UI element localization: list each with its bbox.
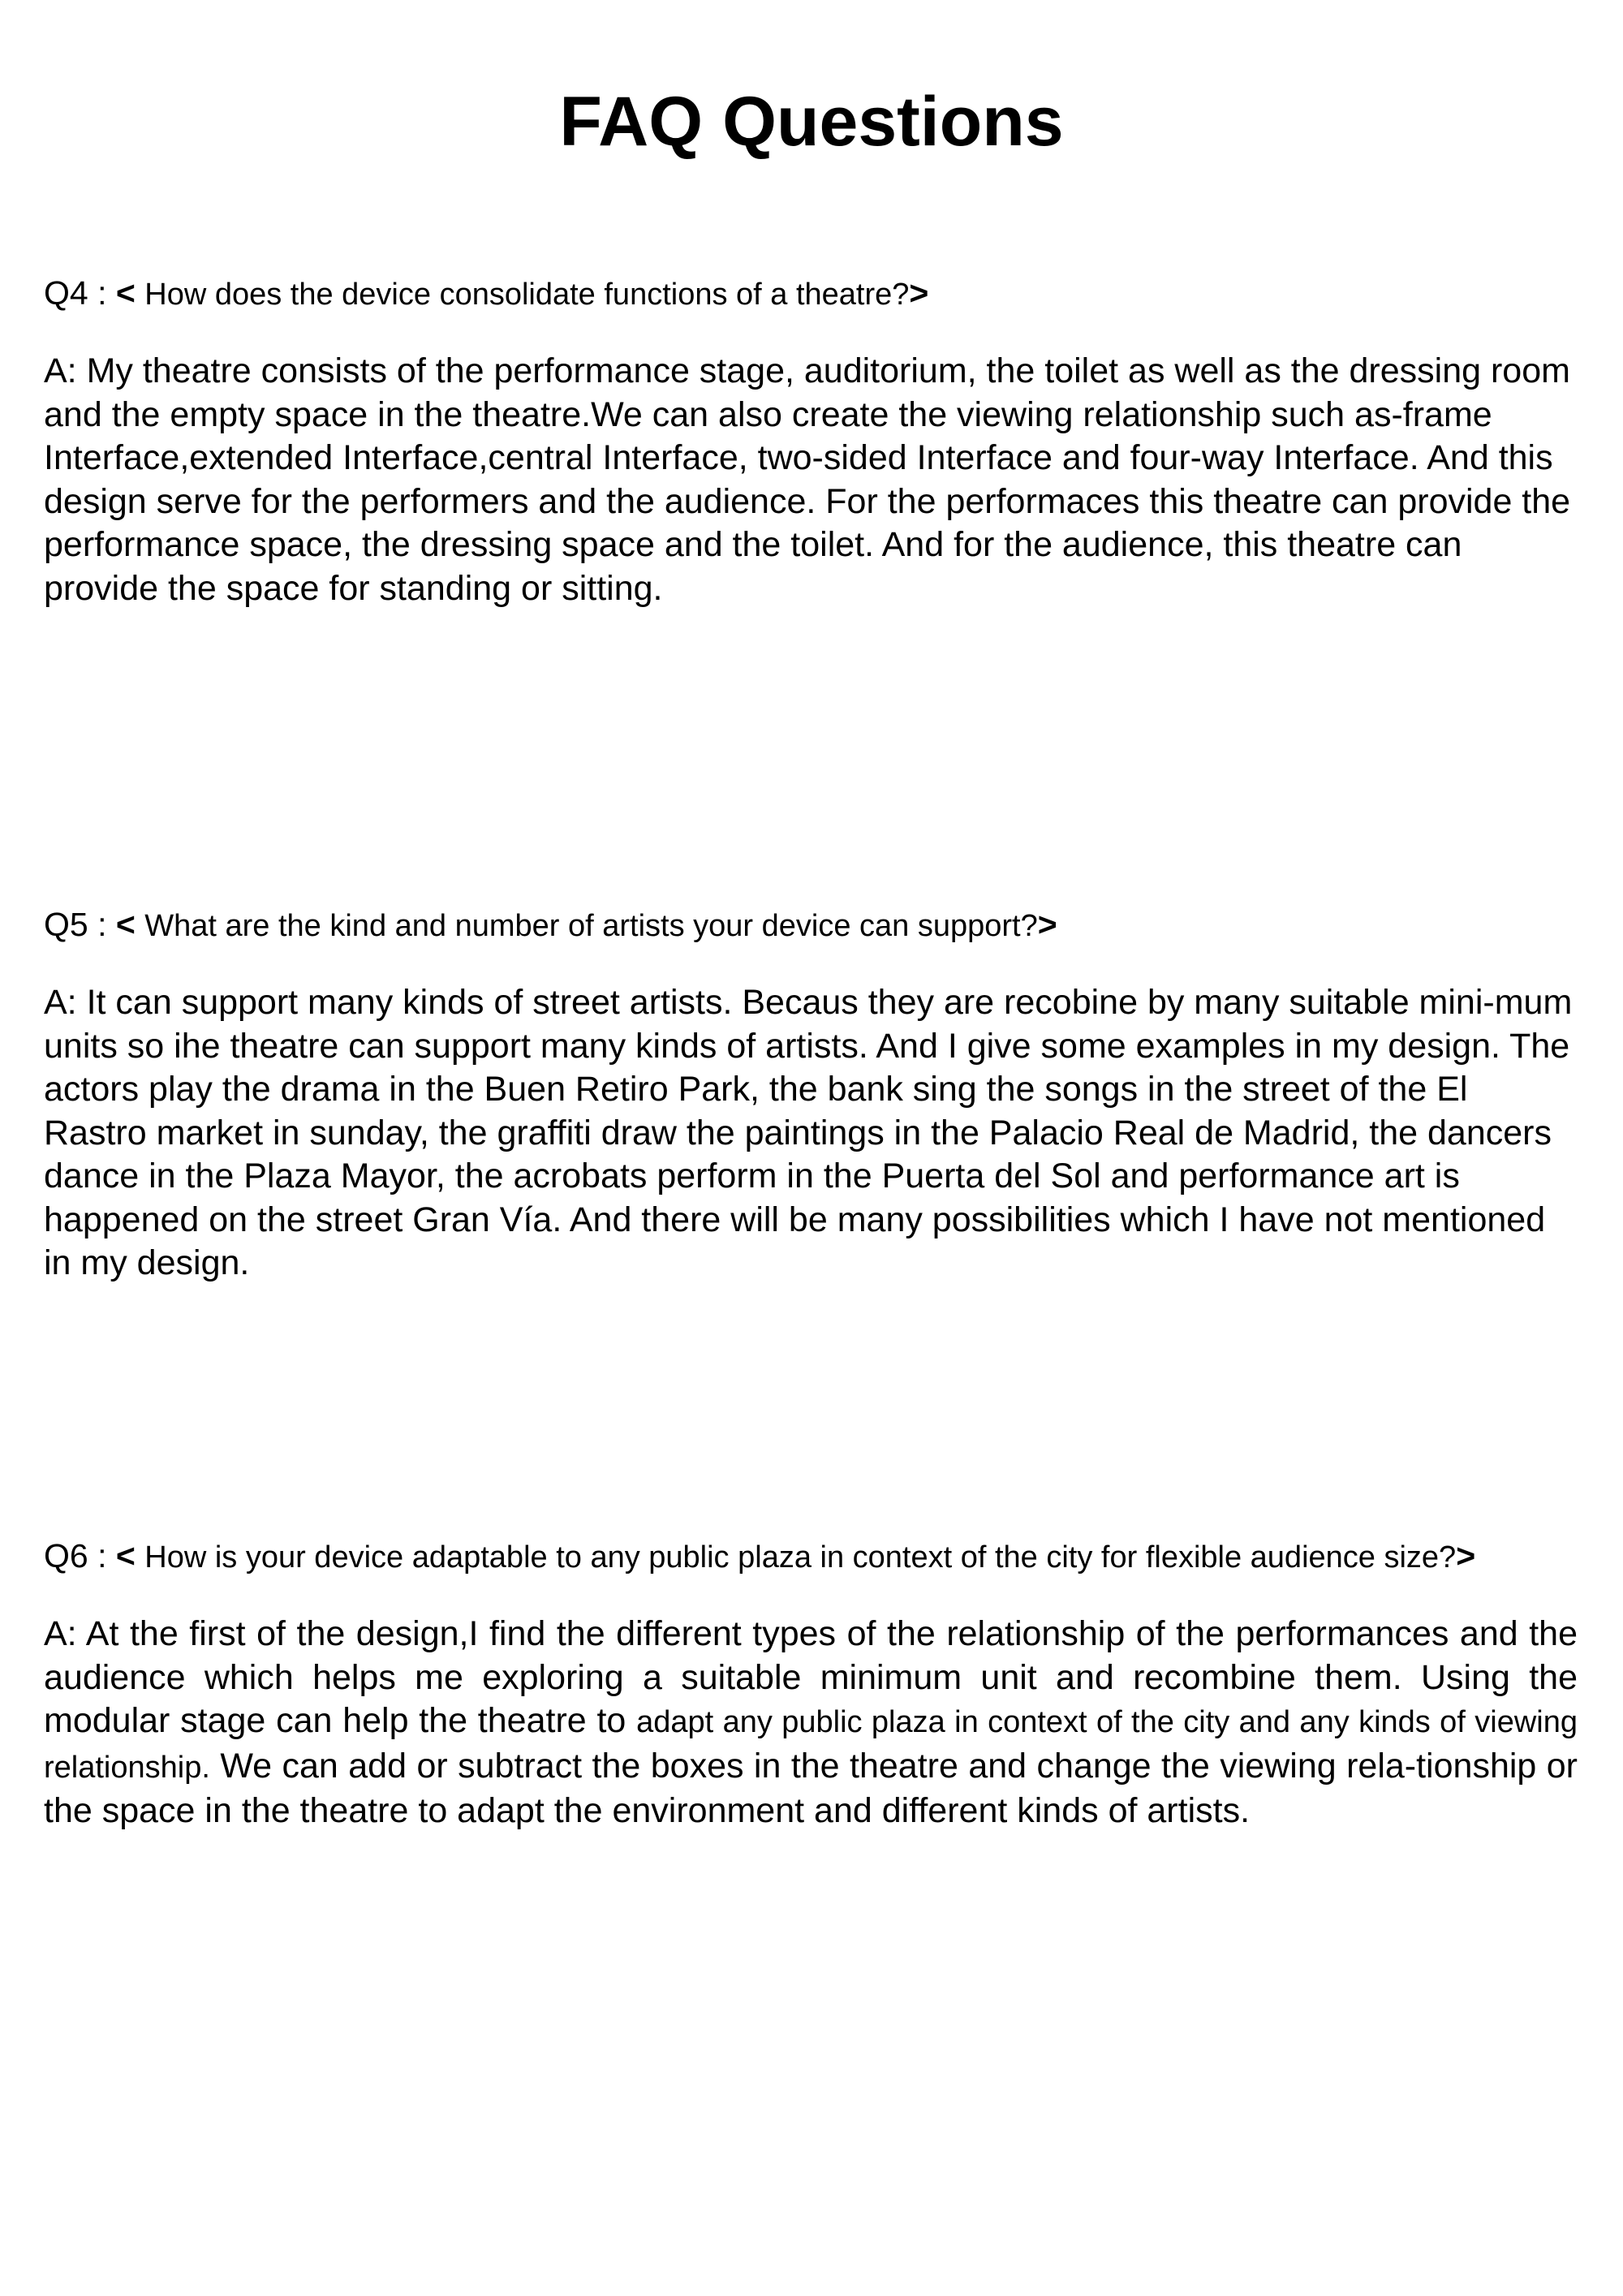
question-text: What are the kind and number of artists your device can support? [144,909,1038,943]
open-bracket: < [115,1537,136,1574]
page-title: FAQ Questions [559,83,1064,161]
open-bracket: < [115,274,136,312]
close-bracket: > [1456,1537,1476,1574]
faq-item-q6 [44,1535,1578,1833]
question-label: Q4 : [44,274,107,312]
faq-item-q4 [44,272,1578,610]
question-line [44,1535,1578,1579]
question-text: How is your device adaptable to any public plaza in context of the city for flexible audience size? [144,1540,1457,1574]
close-bracket: > [909,274,929,312]
answer-text [44,1613,1578,1833]
question-line [44,903,1578,947]
question-label: Q5 : [44,906,107,943]
answer-text-part2: adapt any public plaza in context of the city and any kinds of viewing relationship. [44,1705,1578,1785]
question-line [44,272,1578,316]
answer-text: A: My theatre consists of the performance stage, auditorium, the toilet as well as the dressing room and the empty space in the theatre.We can also create the viewing relationship such as-frame Interface,extended Interface,central Interface, two-sided Interface and four-way Interface. And this design serve for the performers and the audience. For the performaces this theatre can provide the performance space, the dressing space and the toilet. And for the audience, this theatre can provide the space for standing or sitting. [44,351,1571,608]
close-bracket: > [1037,906,1057,943]
answer-text-part1: A: At the first of the design,I find the different types of the relationship of the performances and the audience which helps me exploring a suitable minimum unit and recombine them. Using the modular stage can help the theatre to [44,1614,1578,1740]
answer-text: A: It can support many kinds of street artists. Becaus they are recobine by many suitable mini-mum units so ihe theatre can support many kinds of artists. And I give some examples in my design. The actors play the drama in the Buen Retiro Park, the bank sing the songs in the street of the El Rastro market in sunday, the graffiti draw the paintings in the Palacio Real de Madrid, the dancers dance in the Plaza Mayor, the acrobats perform in the Puerta del Sol and performance art is happened on the street Gran Vía. And there will be many possibilities which I have not mentioned in my design. [44,983,1573,1282]
answer-text-part3: We can add or subtract the boxes in the theatre and change the viewing rela-tionship or the space in the theatre to adapt the environment and different kinds of artists. [44,1746,1578,1830]
open-bracket: < [115,906,136,943]
faq-item-q5 [44,903,1578,1286]
question-text: How does the device consolidate functions of a theatre? [144,278,910,312]
question-label: Q6 : [44,1537,107,1574]
